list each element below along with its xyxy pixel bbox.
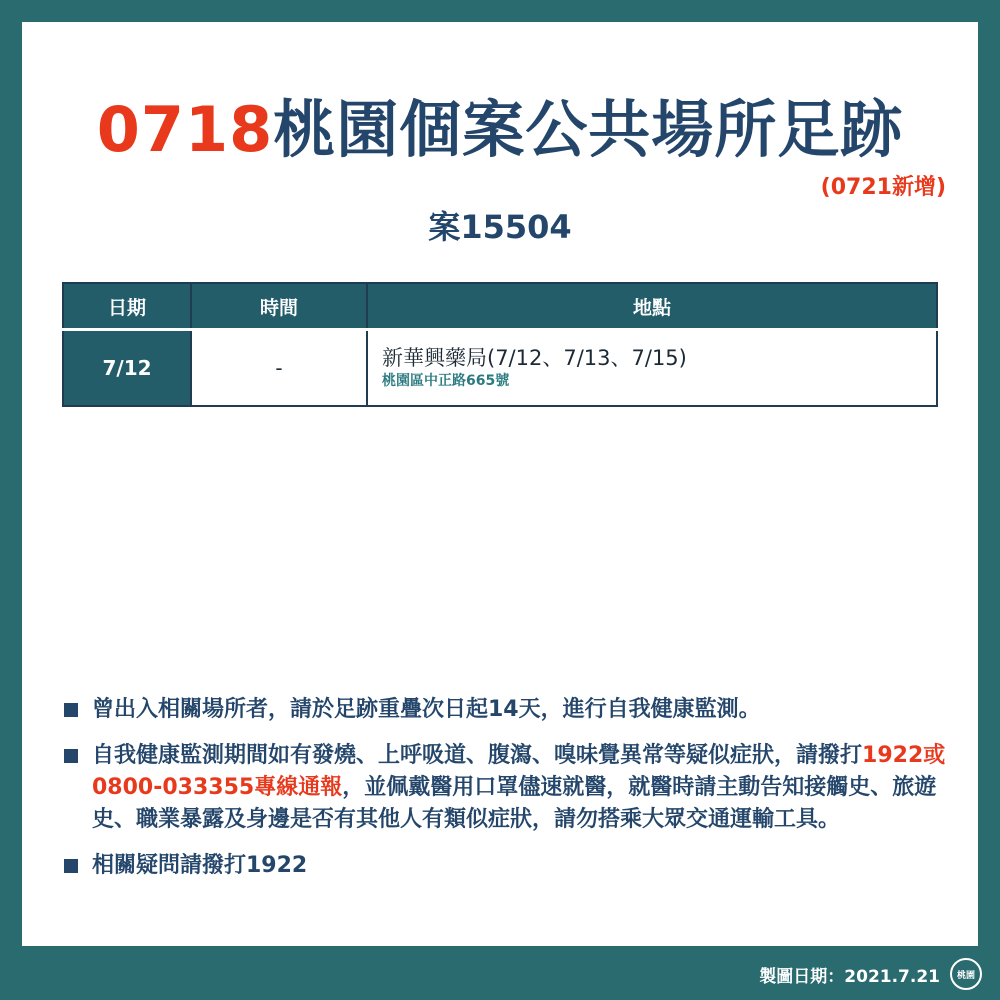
table-row <box>63 330 937 407</box>
table-header-row <box>63 283 937 330</box>
header-date: 日期 <box>63 283 191 330</box>
notes-list <box>64 694 964 896</box>
note-item <box>64 850 964 882</box>
title-date-number: 0718 <box>96 93 274 166</box>
page-title <box>22 90 978 170</box>
case-label: 案15504 <box>428 208 572 246</box>
row-date: 7/12 <box>63 330 191 407</box>
note-item <box>64 694 964 726</box>
announcement-card <box>22 22 978 946</box>
note-item <box>64 740 964 836</box>
header-place: 地點 <box>367 283 937 330</box>
note-text: 自我健康監測期間如有發燒、上呼吸道、腹瀉、嗅味覺異常等疑似症狀，請撥打 <box>92 743 863 768</box>
note-text-continued: ，並佩戴醫用口罩儘速就醫，就醫時請主動告知接觸史、旅遊史、職業暴露及身邊是否有其他人有類似症狀，請勿搭乘大眾交通運輸工具。 <box>92 775 937 832</box>
place-name: 新華興藥局(7/12、7/13、7/15) <box>382 346 687 370</box>
taoyuan-seal-icon: 桃園 <box>950 958 982 990</box>
square-bullet-icon <box>64 703 78 717</box>
row-time: - <box>191 330 367 407</box>
note-text: 相關疑問請撥打1922 <box>92 853 308 878</box>
hotline-text: 1922或0800-033355專線通報 <box>92 743 946 800</box>
header-time: 時間 <box>191 283 367 330</box>
place-address: 桃園區中正路665號 <box>382 373 510 389</box>
square-bullet-icon <box>64 859 78 873</box>
made-date: 製圖日期：2021.7.21 <box>759 967 940 987</box>
update-note: (0721新增) <box>820 175 946 200</box>
title-text: 桃園個案公共場所足跡 <box>273 93 904 166</box>
row-place-cell <box>367 330 937 407</box>
footprint-table <box>62 282 938 407</box>
square-bullet-icon <box>64 749 78 763</box>
note-text: 曾出入相關場所者，請於足跡重疊次日起14天，進行自我健康監測。 <box>92 697 761 722</box>
